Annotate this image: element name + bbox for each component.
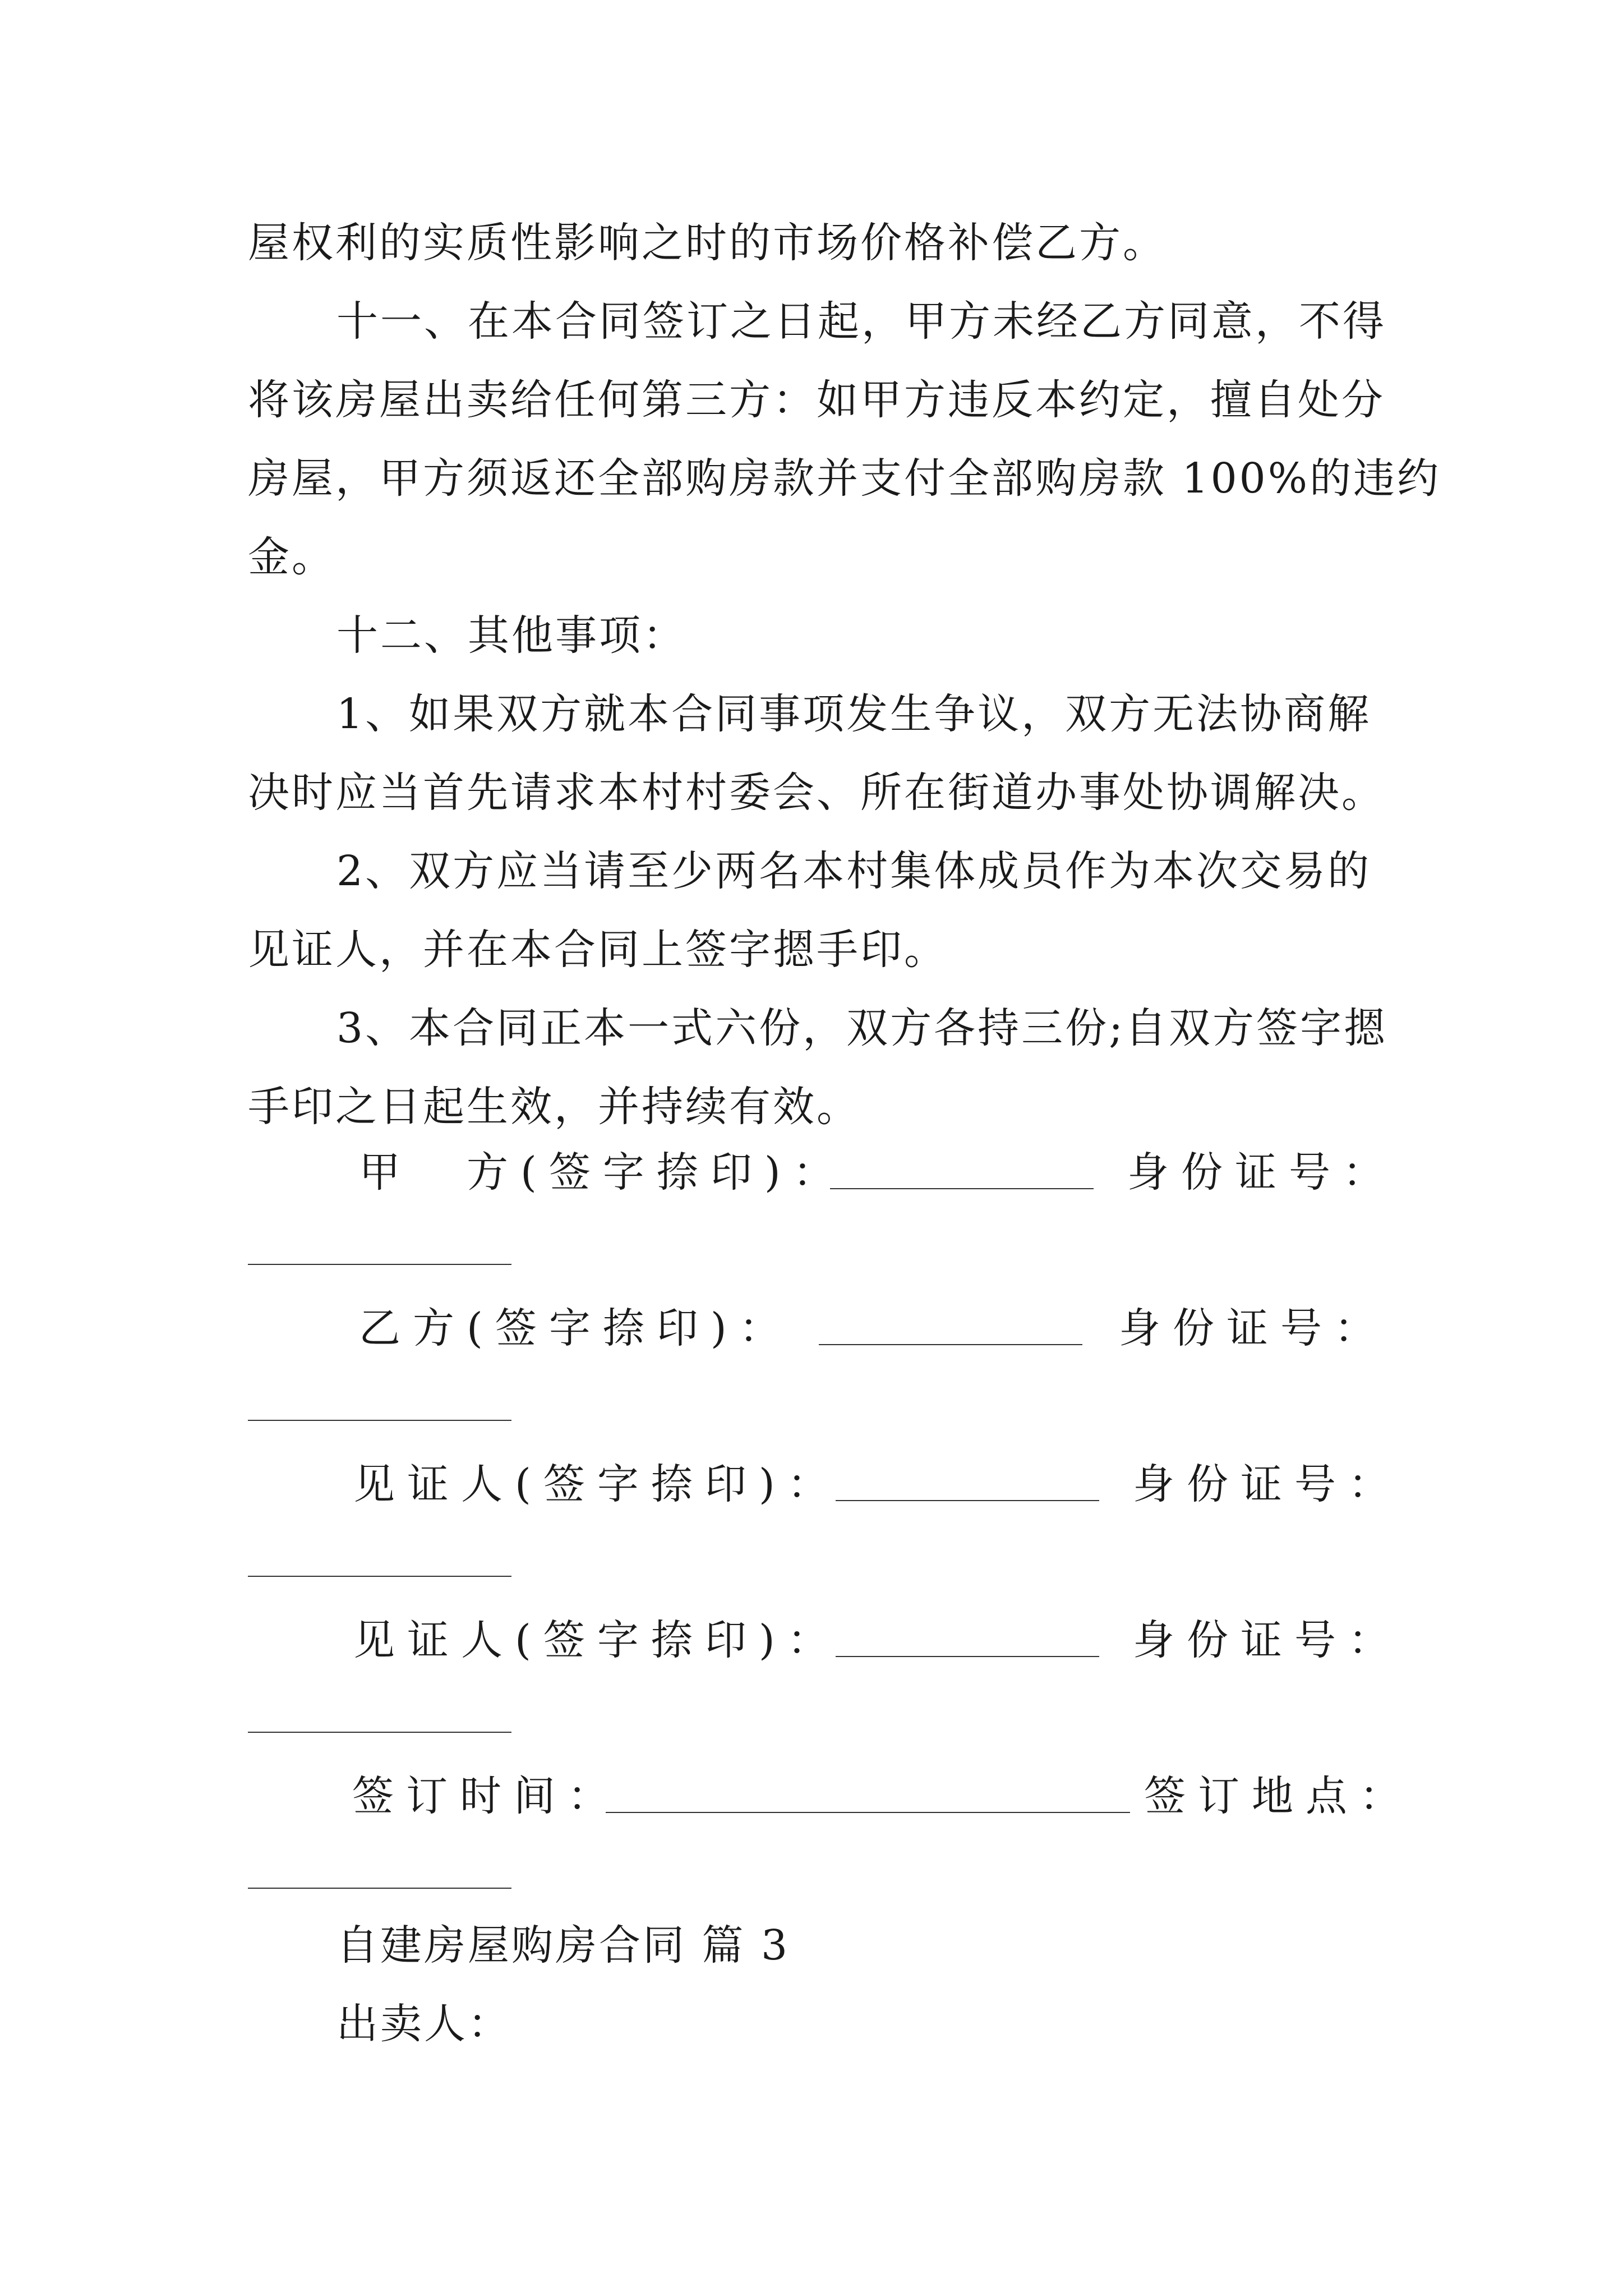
- item-2-line: 2、双方应当请至少两名本村集体成员作为本次交易的: [336, 847, 1372, 895]
- item-3-line: 3、本合同正本一式六份，双方各持三份;自双方签字摁: [336, 1004, 1388, 1052]
- clause-11-line: 十一、在本合同签订之日起，甲方未经乙方同意，不得: [336, 297, 1386, 346]
- seller-label: 出卖人：: [336, 2000, 511, 2048]
- signing-place-field[interactable]: [248, 1888, 511, 1889]
- party-a-id-label: 身份证号：: [1127, 1148, 1396, 1197]
- witness-2-id-field[interactable]: [248, 1732, 511, 1733]
- paragraph-line: 将该房屋出卖给任何第三方：如甲方违反本约定，擅自处分: [248, 376, 1385, 424]
- party-b-id-label: 身份证号：: [1119, 1304, 1388, 1352]
- paragraph-line: 手印之日起生效，并持续有效。: [248, 1083, 860, 1131]
- signing-place-label: 签订地点：: [1144, 1772, 1413, 1820]
- witness-2-signature-field[interactable]: [836, 1656, 1099, 1657]
- party-b-signature-field[interactable]: [819, 1344, 1082, 1345]
- paragraph-line: 决时应当首先请求本村村委会、所在街道办事处协调解决。: [248, 769, 1385, 817]
- witness-1-signature-label: 见证人(签字捺印)：: [353, 1460, 841, 1508]
- paragraph-line: 金。: [248, 533, 335, 581]
- signing-time-field[interactable]: [606, 1812, 1130, 1813]
- witness-1-signature-field[interactable]: [836, 1500, 1099, 1501]
- section-title: 自建房屋购房合同 篇 3: [336, 1921, 790, 1970]
- paragraph-line: 见证人，并在本合同上签字摁手印。: [248, 926, 948, 974]
- witness-1-id-label: 身份证号：: [1133, 1460, 1402, 1508]
- paragraph-line: 房屋，甲方须返还全部购房款并支付全部购房款 100%的违约: [248, 454, 1441, 503]
- party-a-signature-field[interactable]: [830, 1188, 1094, 1189]
- party-a-signature-label: 甲 方(签字捺印)：: [359, 1148, 847, 1197]
- signing-time-label: 签订时间：: [352, 1772, 621, 1820]
- party-a-id-field[interactable]: [248, 1264, 511, 1265]
- paragraph-line: 屋权利的实质性影响之时的市场价格补偿乙方。: [248, 219, 1166, 267]
- party-b-signature-label: 乙方(签字捺印)：: [359, 1304, 793, 1352]
- witness-1-id-field[interactable]: [248, 1576, 511, 1577]
- clause-12-heading: 十二、其他事项：: [336, 611, 686, 660]
- witness-2-signature-label: 见证人(签字捺印)：: [353, 1616, 841, 1664]
- witness-2-id-label: 身份证号：: [1133, 1616, 1402, 1664]
- item-1-line: 1、如果双方就本合同事项发生争议，双方无法协商解: [336, 690, 1372, 738]
- party-b-id-field[interactable]: [248, 1420, 511, 1421]
